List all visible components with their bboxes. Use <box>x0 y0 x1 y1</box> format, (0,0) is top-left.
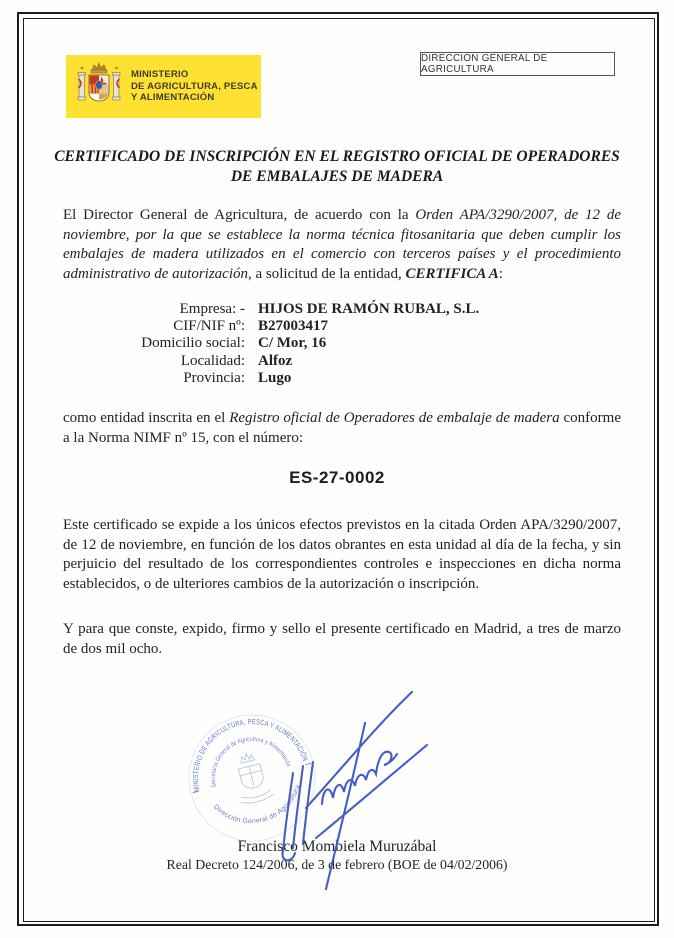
department-box <box>420 52 615 76</box>
department-label: DIRECCIÓN GENERAL DE AGRICULTURA <box>421 53 548 75</box>
intro-text: El Director General de Agricultura, de acuerdo con la <box>63 207 416 223</box>
issue-paragraph: Y para que conste, expido, firmo y sello el presente certificado en Madrid, a tres de marzo de dos mil ocho. <box>63 621 621 657</box>
certificate-title <box>0 147 674 187</box>
registration-paragraph <box>63 409 621 448</box>
field-row-cif <box>63 318 621 335</box>
effects-paragraph: Este certificado se expide a los únicos efectos previstos en la citada Orden APA/3290/2007, de 12 de noviembre, en función de los datos obrantes en esta unidad al día de la fecha, y sin perjuicio del resultado de los correspondientes controles e inspecciones en dicha norma establecidos, o de ulteriores cambios de la autorización o inscripción. <box>63 517 621 592</box>
registration-text-2: conforme a la Norma NIMF nº 15, con el número: <box>63 410 621 446</box>
field-value: Lugo <box>258 369 292 386</box>
signatory-name: Francisco Mombiela Muruzábal <box>237 838 437 855</box>
ministry-logo <box>66 55 261 118</box>
ministry-name-line2: DE AGRICULTURA, PESCA <box>131 80 258 92</box>
signatory-decree: Real Decreto 124/2006, de 3 de febrero (BOE de 04/02/2006) <box>166 857 508 872</box>
ministry-name-line3: Y ALIMENTACIÓN <box>131 92 215 104</box>
field-row-domicilio <box>63 335 621 352</box>
stamp-outer-text: MINISTERIO DE AGRICULTURA, PESCA Y ALIMENTACIÓN <box>190 716 311 793</box>
field-row-empresa <box>63 301 621 318</box>
registration-number: ES-27-0002 <box>289 468 385 487</box>
intro-text-2: a solicitud de la entidad, <box>251 265 406 282</box>
field-value: C/ Mor, 16 <box>258 335 327 352</box>
field-row-localidad <box>63 353 621 370</box>
registry-name: Registro oficial de Operadores de embalaje de madera <box>229 410 560 426</box>
intro-order-reference: Orden APA/3290/2007, de 12 de noviembre, por la que se establece la norma técnica fitosanitaria que deben cumplir los embalajes de madera utilizados en el comercio con terceros países y el procedimiento administrativo de autorización, <box>63 207 621 282</box>
field-value: HIJOS DE RAMÓN RUBAL, S.L. <box>258 301 480 317</box>
certificate-title-line2: DE EMBALAJES DE MADERA <box>230 168 444 185</box>
intro-paragraph <box>63 206 621 284</box>
certificate-title-line1: CERTIFICADO DE INSCRIPCIÓN EN EL REGISTRO OFICIAL DE OPERADORES <box>54 148 620 165</box>
intro-colon: : <box>498 265 503 282</box>
field-label: Empresa: - <box>179 301 245 317</box>
field-label: Provincia: <box>183 369 245 386</box>
stamp-bottom-text: Dirección General de Agricultura <box>212 784 302 826</box>
field-label: Localidad: <box>180 352 245 369</box>
ministry-name <box>131 69 258 104</box>
spain-coat-of-arms-icon <box>75 61 123 113</box>
field-value: B27003417 <box>258 318 329 335</box>
field-label: CIF/NIF nº: <box>173 318 245 335</box>
entity-fields <box>63 301 621 387</box>
field-label: Domicilio social: <box>141 335 245 352</box>
certifies-label: CERTIFICA A <box>405 265 499 282</box>
stamp-inner-text: Secretaría General de Agricultura y Alimentación <box>209 735 293 788</box>
field-row-provincia <box>63 370 621 387</box>
field-value: Alfoz <box>258 352 293 369</box>
ministry-name-line1: MINISTERIO <box>131 69 189 81</box>
registration-text: como entidad inscrita en el <box>63 410 230 426</box>
